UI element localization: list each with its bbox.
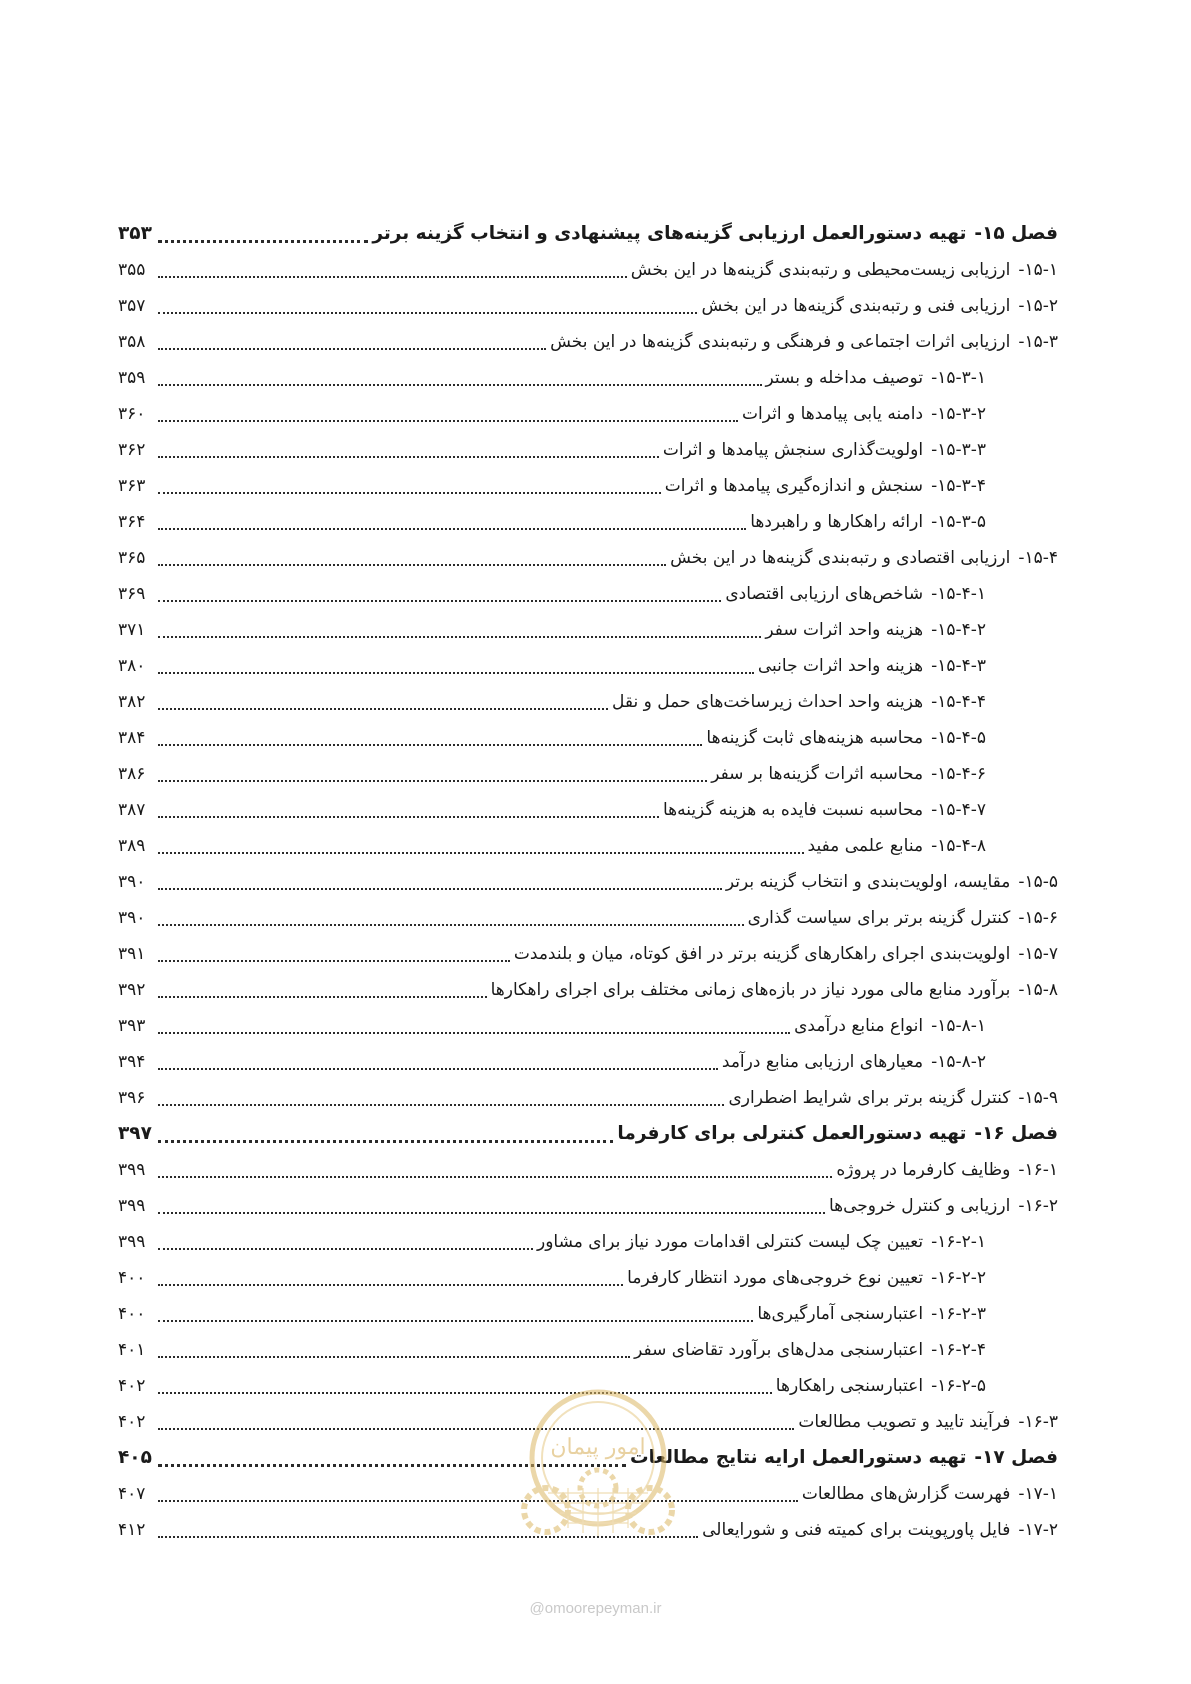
- toc-chapter-entry: [118, 216, 1058, 252]
- toc-entry-title: ارزیابی فنی و رتبه‌بندی گزینه‌ها در این بخش: [701, 295, 1011, 316]
- toc-entry-number: ۱۵-۴-۲-: [931, 619, 986, 640]
- toc-entry: [118, 1224, 1058, 1260]
- toc-page-number: ۳۶۹: [118, 583, 146, 604]
- toc-dot-leader: [158, 996, 487, 998]
- toc-page-number: ۳۸۴: [118, 727, 146, 748]
- toc-dot-leader: [158, 888, 722, 890]
- toc-entry-title: تهیه دستورالعمل ارزیابی گزینه‌های پیشنهادی و انتخاب گزینه برتر: [372, 222, 967, 244]
- toc-dot-leader: [158, 312, 697, 314]
- toc-entry-title: محاسبه اثرات گزینه‌ها بر سفر: [711, 763, 924, 784]
- toc-dot-leader: [158, 960, 510, 962]
- toc-entry-title: تعیین چک لیست کنترلی اقدامات مورد نیاز برای مشاور: [537, 1231, 924, 1252]
- toc-page-number: ۳۹۹: [118, 1159, 146, 1180]
- toc-dot-leader: [158, 528, 746, 530]
- toc-entry-number: ۱۵-۳-: [1018, 331, 1058, 352]
- toc-page-number: ۳۵۸: [118, 331, 146, 352]
- toc-entry: [118, 1368, 1058, 1404]
- toc-page-number: ۳۹۱: [118, 943, 146, 964]
- toc-dot-leader: [158, 600, 721, 602]
- toc-dot-leader: [158, 708, 608, 710]
- toc-dot-leader: [158, 852, 804, 854]
- toc-page-number: ۳۶۵: [118, 547, 146, 568]
- toc-page-number: ۳۹۰: [118, 871, 146, 892]
- toc-entry: [118, 1188, 1058, 1224]
- toc-page-number: ۳۹۷: [118, 1122, 152, 1144]
- toc-dot-leader: [158, 1356, 630, 1358]
- toc-entry-number: فصل ۱۶-: [974, 1122, 1058, 1144]
- toc-entry-title: فایل پاورپوینت برای کمیته فنی و شورایعالی: [702, 1519, 1011, 1540]
- toc-entry-number: ۱۵-۴-: [1018, 547, 1058, 568]
- toc-entry-title: محاسبه نسبت فایده به هزینه گزینه‌ها: [662, 799, 924, 820]
- toc-entry-number: ۱۵-۷-: [1018, 943, 1058, 964]
- toc-entry: [118, 1152, 1058, 1188]
- toc-dot-leader: [158, 672, 754, 674]
- toc-page-number: ۴۰۲: [118, 1375, 146, 1396]
- toc-entry-number: ۱۵-۴-۷-: [931, 799, 986, 820]
- toc-page-number: ۳۹۴: [118, 1051, 146, 1072]
- toc-entry-number: ۱۵-۴-۵-: [931, 727, 986, 748]
- toc-entry-number: ۱۵-۳-۱-: [931, 367, 986, 388]
- toc-entry-number: ۱۶-۱-: [1018, 1159, 1058, 1180]
- toc-page-number: ۴۰۲: [118, 1411, 146, 1432]
- toc-entry-title: فهرست گزارش‌های مطالعات: [801, 1483, 1011, 1504]
- toc-dot-leader: [158, 1140, 613, 1143]
- at-icon: @: [529, 1600, 545, 1617]
- toc-entry-title: ارزیابی اقتصادی و رتبه‌بندی گزینه‌ها در این بخش: [670, 547, 1011, 568]
- toc-entry: [118, 972, 1058, 1008]
- toc-dot-leader: [158, 780, 707, 782]
- toc-entry: [118, 864, 1058, 900]
- toc-entry-title: هزینه واحد احداث زیرساخت‌های حمل و نقل: [612, 691, 924, 712]
- toc-page-number: ۳۹۹: [118, 1195, 146, 1216]
- toc-dot-leader: [158, 636, 761, 638]
- toc-entry-number: فصل ۱۵-: [974, 222, 1058, 244]
- toc-entry-title: ارزیابی و کنترل خروجی‌ها: [828, 1195, 1011, 1216]
- toc-entry: [118, 756, 1058, 792]
- toc-entry-number: ۱۵-۴-۱-: [931, 583, 986, 604]
- toc-page-number: ۳۸۰: [118, 655, 146, 676]
- toc-entry-number: ۱۵-۲-: [1018, 295, 1058, 316]
- table-of-contents: [118, 216, 1058, 1548]
- toc-page-number: ۴۰۰: [118, 1303, 146, 1324]
- toc-chapter-entry: [118, 1116, 1058, 1152]
- toc-page-number: ۳۵۳: [118, 222, 152, 244]
- toc-entry-number: ۱۵-۴-۴-: [931, 691, 986, 712]
- toc-entry-title: دامنه یابی پیامدها و اثرات: [742, 403, 924, 424]
- toc-dot-leader: [158, 1176, 832, 1178]
- toc-entry-number: ۱۶-۲-۵-: [931, 1375, 986, 1396]
- toc-dot-leader: [158, 492, 661, 494]
- toc-entry: [118, 1476, 1058, 1512]
- toc-entry-number: ۱۶-۲-۱-: [931, 1231, 986, 1252]
- toc-entry: [118, 900, 1058, 936]
- toc-dot-leader: [158, 1428, 794, 1430]
- toc-entry-number: ۱۵-۵-: [1018, 871, 1058, 892]
- toc-entry: [118, 360, 1058, 396]
- toc-entry: [118, 1044, 1058, 1080]
- toc-page-number: ۴۰۵: [118, 1446, 152, 1468]
- toc-entry-number: ۱۶-۲-: [1018, 1195, 1058, 1216]
- toc-entry-number: ۱۷-۱-: [1018, 1483, 1058, 1504]
- toc-entry-title: تهیه دستورالعمل کنترلی برای کارفرما: [617, 1122, 967, 1144]
- toc-page-number: ۳۷۱: [118, 619, 146, 640]
- toc-entry-number: ۱۶-۲-۴-: [931, 1339, 986, 1360]
- toc-dot-leader: [158, 276, 627, 278]
- watermark-logo-text: امور پیمان: [550, 1435, 646, 1460]
- toc-entry: [118, 792, 1058, 828]
- watermark-site-text: omoorepeyman.ir: [544, 1600, 662, 1617]
- toc-entry: [118, 1404, 1058, 1440]
- toc-entry-title: اولویت‌بندی اجرای راهکارهای گزینه برتر در افق کوتاه، میان و بلندمدت: [513, 943, 1011, 964]
- toc-page-number: ۳۹۳: [118, 1015, 146, 1036]
- toc-entry-title: هزینه واحد اثرات جانبی: [757, 655, 924, 676]
- toc-page-number: ۳۶۲: [118, 439, 146, 460]
- toc-entry: [118, 288, 1058, 324]
- toc-entry: [118, 648, 1058, 684]
- toc-entry-number: ۱۶-۲-۳-: [931, 1303, 986, 1324]
- toc-entry: [118, 468, 1058, 504]
- toc-entry-title: توصیف مداخله و بستر: [765, 367, 924, 388]
- toc-page-number: ۳۹۲: [118, 979, 146, 1000]
- toc-page-number: ۳۶۰: [118, 403, 146, 424]
- toc-entry-title: محاسبه هزینه‌های ثابت گزینه‌ها: [706, 727, 924, 748]
- toc-dot-leader: [158, 1320, 753, 1322]
- toc-entry: [118, 1332, 1058, 1368]
- toc-page-number: ۴۰۱: [118, 1339, 146, 1360]
- toc-dot-leader: [158, 1032, 790, 1034]
- toc-entry-number: ۱۶-۳-: [1018, 1411, 1058, 1432]
- toc-page-number: ۳۸۲: [118, 691, 146, 712]
- toc-entry: [118, 828, 1058, 864]
- toc-entry-number: ۱۵-۳-۵-: [931, 511, 986, 532]
- toc-dot-leader: [158, 1104, 724, 1106]
- toc-entry-title: هزینه واحد اثرات سفر: [765, 619, 924, 640]
- toc-dot-leader: [158, 1536, 698, 1538]
- toc-dot-leader: [158, 1392, 772, 1394]
- toc-entry-title: انواع منابع درآمدی: [794, 1015, 924, 1036]
- toc-entry-title: تعیین نوع خروجی‌های مورد انتظار کارفرما: [627, 1267, 924, 1288]
- toc-page-number: ۳۹۹: [118, 1231, 146, 1252]
- toc-dot-leader: [158, 1500, 798, 1502]
- toc-entry-title: اعتبارسنجی راهکارها: [775, 1375, 924, 1396]
- toc-dot-leader: [158, 456, 659, 458]
- toc-entry: [118, 540, 1058, 576]
- toc-entry-title: اعتبارسنجی آمارگیری‌ها: [757, 1303, 924, 1324]
- toc-dot-leader: [158, 348, 546, 350]
- toc-entry: [118, 1296, 1058, 1332]
- toc-entry-number: ۱۶-۲-۲-: [931, 1267, 986, 1288]
- toc-entry: [118, 1008, 1058, 1044]
- toc-entry-title: اعتبارسنجی مدل‌های برآورد تقاضای سفر: [634, 1339, 924, 1360]
- toc-entry-title: اولویت‌گذاری سنجش پیامدها و اثرات: [662, 439, 924, 460]
- toc-dot-leader: [158, 1248, 533, 1250]
- toc-entry: [118, 324, 1058, 360]
- toc-entry: [118, 1260, 1058, 1296]
- toc-entry: [118, 612, 1058, 648]
- toc-entry-number: ۱۵-۳-۳-: [931, 439, 986, 460]
- toc-entry: [118, 684, 1058, 720]
- toc-entry-title: سنجش و اندازه‌گیری پیامدها و اثرات: [664, 475, 924, 496]
- toc-entry: [118, 396, 1058, 432]
- toc-entry-number: ۱۵-۸-۱-: [931, 1015, 986, 1036]
- toc-dot-leader: [158, 1068, 718, 1070]
- toc-entry-number: ۱۵-۸-: [1018, 979, 1058, 1000]
- toc-entry-number: ۱۵-۴-۸-: [931, 835, 986, 856]
- toc-entry-title: فرآیند تایید و تصویب مطالعات: [798, 1411, 1011, 1432]
- watermark-site: [0, 1600, 1191, 1617]
- toc-entry-number: ۱۵-۹-: [1018, 1087, 1058, 1108]
- toc-entry: [118, 252, 1058, 288]
- toc-entry: [118, 576, 1058, 612]
- toc-entry-title: ارزیابی زیست‌محیطی و رتبه‌بندی گزینه‌ها در این بخش: [630, 259, 1011, 280]
- toc-dot-leader: [158, 744, 702, 746]
- toc-page-number: ۳۸۹: [118, 835, 146, 856]
- toc-entry-number: ۱۵-۳-۴-: [931, 475, 986, 496]
- toc-dot-leader: [158, 1464, 626, 1467]
- toc-dot-leader: [158, 384, 762, 386]
- toc-page-number: ۳۵۷: [118, 295, 146, 316]
- toc-dot-leader: [158, 564, 666, 566]
- toc-chapter-entry: [118, 1440, 1058, 1476]
- toc-entry: [118, 1080, 1058, 1116]
- toc-entry: [118, 432, 1058, 468]
- toc-dot-leader: [158, 1284, 623, 1286]
- toc-entry-title: کنترل گزینه برتر برای شرایط اضطراری: [728, 1087, 1011, 1108]
- toc-entry-number: ۱۵-۶-: [1018, 907, 1058, 928]
- toc-page-number: ۳۶۳: [118, 475, 146, 496]
- toc-entry-number: فصل ۱۷-: [974, 1446, 1058, 1468]
- toc-entry-title: منابع علمی مفید: [807, 835, 924, 856]
- toc-entry-title: شاخص‌های ارزیابی اقتصادی: [725, 583, 924, 604]
- toc-dot-leader: [158, 1212, 825, 1214]
- toc-entry-number: ۱۵-۴-۶-: [931, 763, 986, 784]
- toc-page-number: ۳۹۶: [118, 1087, 146, 1108]
- toc-entry-title: ارائه راهکارها و راهبردها: [750, 511, 924, 532]
- toc-entry-title: معیارهای ارزیابی منابع درآمد: [721, 1051, 924, 1072]
- toc-entry-number: ۱۵-۴-۳-: [931, 655, 986, 676]
- toc-entry-title: برآورد منابع مالی مورد نیاز در بازه‌های زمانی مختلف برای اجرای راهکارها: [490, 979, 1011, 1000]
- toc-entry-number: ۱۵-۱-: [1018, 259, 1058, 280]
- toc-entry: [118, 504, 1058, 540]
- toc-entry-title: وظایف کارفرما در پروژه: [836, 1159, 1011, 1180]
- toc-page-number: ۳۸۶: [118, 763, 146, 784]
- toc-page-number: ۴۰۷: [118, 1483, 146, 1504]
- toc-page-number: ۴۰۰: [118, 1267, 146, 1288]
- toc-entry-title: مقایسه، اولویت‌بندی و انتخاب گزینه برتر: [725, 871, 1011, 892]
- toc-entry-title: تهیه دستورالعمل ارایه نتایج مطالعات: [630, 1446, 967, 1468]
- toc-entry-number: ۱۵-۸-۲-: [931, 1051, 986, 1072]
- toc-entry-number: ۱۷-۲-: [1018, 1519, 1058, 1540]
- toc-entry-title: کنترل گزینه برتر برای سیاست گذاری: [747, 907, 1011, 928]
- toc-dot-leader: [158, 924, 744, 926]
- toc-page-number: ۳۶۴: [118, 511, 146, 532]
- toc-page-number: ۴۱۲: [118, 1519, 146, 1540]
- toc-entry-number: ۱۵-۳-۲-: [931, 403, 986, 424]
- toc-entry: [118, 720, 1058, 756]
- toc-page-number: ۳۵۵: [118, 259, 146, 280]
- toc-page-number: ۳۹۰: [118, 907, 146, 928]
- toc-entry-title: ارزیابی اثرات اجتماعی و فرهنگی و رتبه‌بندی گزینه‌ها در این بخش: [550, 331, 1011, 352]
- toc-page-number: ۳۸۷: [118, 799, 146, 820]
- toc-dot-leader: [158, 816, 659, 818]
- toc-dot-leader: [158, 240, 368, 243]
- toc-dot-leader: [158, 420, 738, 422]
- toc-entry: [118, 936, 1058, 972]
- toc-page-number: ۳۵۹: [118, 367, 146, 388]
- toc-entry: [118, 1512, 1058, 1548]
